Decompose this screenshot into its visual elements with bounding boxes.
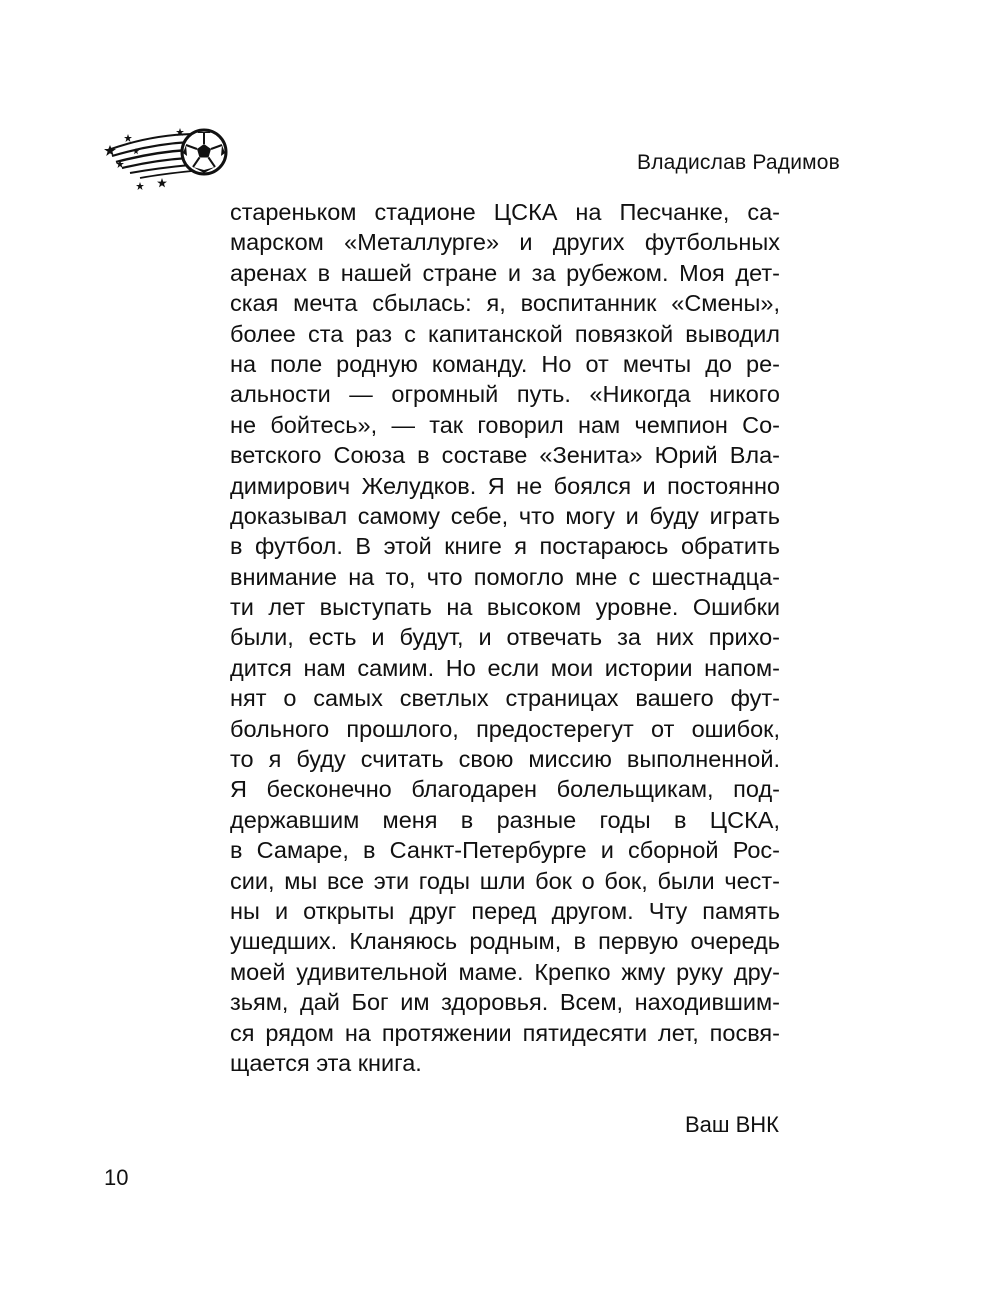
text-line: на поле родную команду. Но от мечты до ре- bbox=[230, 350, 780, 377]
running-head-author: Владислав Радимов bbox=[637, 151, 840, 174]
text-line: в футбол. В этой книге я постараюсь обратить bbox=[230, 533, 780, 560]
text-line: ветского Союза в составе «Зенита» Юрий Вла- bbox=[230, 442, 780, 469]
text-line: не бойтесь», — так говорил нам чемпион Со- bbox=[230, 411, 780, 438]
text-line: державшим меня в разные годы в ЦСКА, bbox=[230, 806, 780, 833]
text-line: были, есть и будут, и отвечать за них прихо- bbox=[230, 624, 780, 651]
text-line: альности — огромный путь. «Никогда никого bbox=[230, 381, 780, 408]
text-line: то я буду считать свою миссию выполненной. bbox=[230, 746, 780, 773]
text-line: стареньком стадионе ЦСКА на Песчанке, са- bbox=[230, 199, 780, 225]
soccer-ball-stars-icon bbox=[100, 120, 230, 195]
text-line: моей удивительной маме. Крепко жму руку дру- bbox=[230, 958, 780, 985]
text-line: щается эта книга. bbox=[230, 1049, 422, 1076]
text-line: ти лет выступать на высоком уровне. Ошибки bbox=[230, 594, 780, 621]
signature: Ваш ВНК bbox=[684, 1112, 779, 1137]
text-line: ушедших. Кланяюсь родным, в первую очередь bbox=[230, 928, 780, 955]
text-line: димирович Желудков. Я не боялся и постоянно bbox=[230, 472, 780, 499]
page-number: 10 bbox=[104, 1165, 129, 1190]
text-line: ны и открыты друг перед другом. Чту память bbox=[230, 897, 780, 924]
text-line: аренах в нашей стране и за рубежом. Моя дет- bbox=[230, 259, 780, 286]
text-line: больного прошлого, предостерегут от ошибок, bbox=[230, 715, 780, 742]
body-text bbox=[230, 197, 780, 1078]
text-line: ская мечта сбылась: я, воспитанник «Смены», bbox=[230, 290, 780, 317]
text-line: более ста раз с капитанской повязкой выводил bbox=[230, 320, 780, 347]
text-line: сии, мы все эти годы шли бок о бок, были чест- bbox=[230, 867, 780, 894]
text-line: доказывал самому себе, что могу и буду играть bbox=[230, 502, 780, 529]
text-line: дится нам самим. Но если мои истории напом- bbox=[230, 654, 780, 681]
text-line: зьям, дай Бог им здоровья. Всем, находившим- bbox=[230, 989, 780, 1016]
text-line: ся рядом на протяжении пятидесяти лет, посвя- bbox=[230, 1019, 780, 1046]
text-line: марском «Металлурге» и других футбольных bbox=[230, 229, 780, 256]
text-line: внимание на то, что помогло мне с шестнадца- bbox=[230, 563, 780, 590]
text-line: Я бесконечно благодарен болельщикам, под- bbox=[230, 776, 780, 803]
text-line: в Самаре, в Санкт-Петербурге и сборной Рос- bbox=[230, 837, 780, 864]
text-line: нят о самых светлых страницах вашего фут- bbox=[230, 685, 780, 712]
